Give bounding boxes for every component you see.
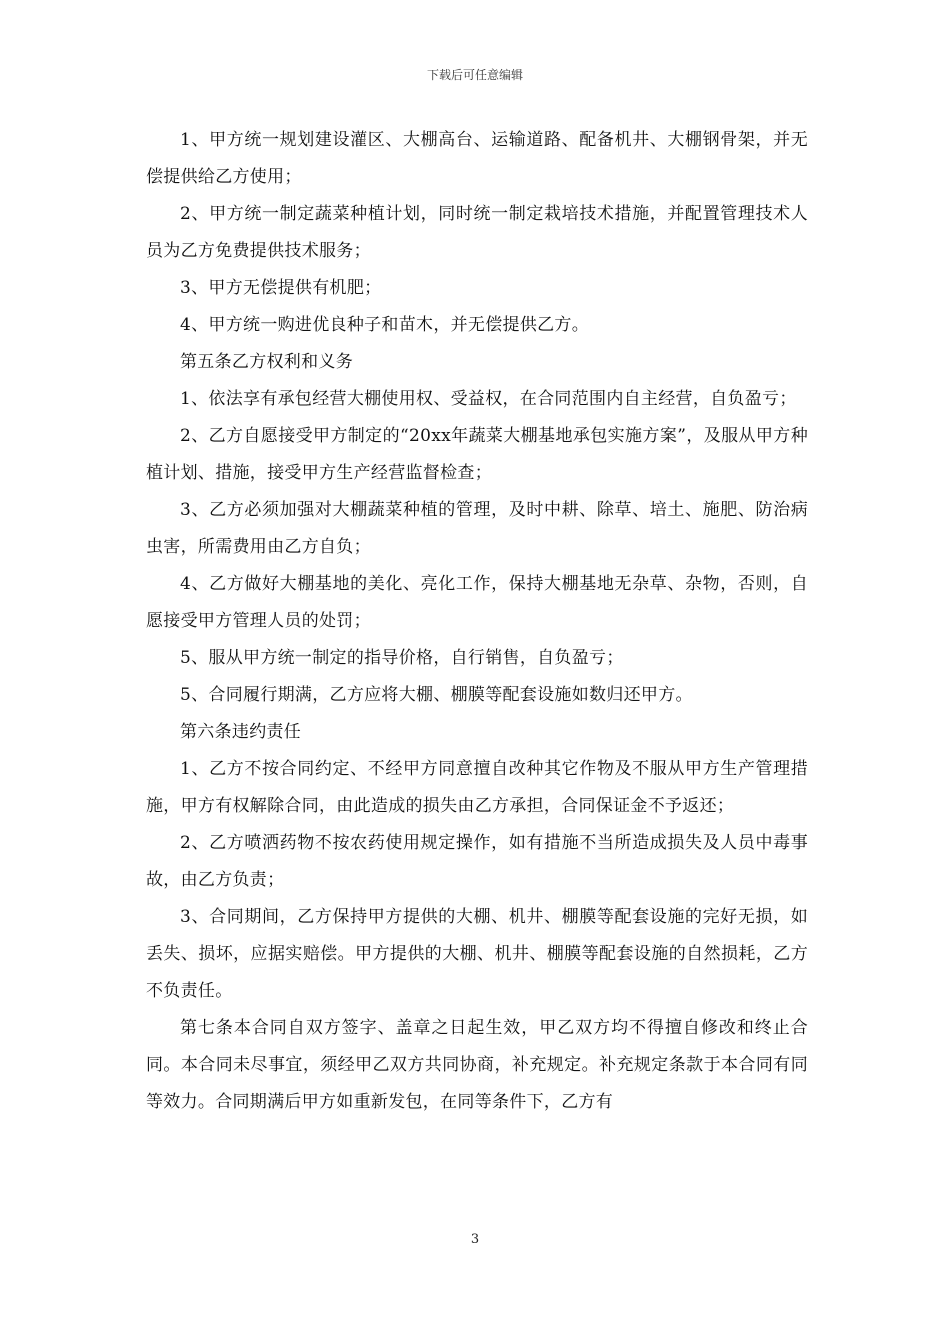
paragraph-10: 5、服从甲方统一制定的指导价格，自行销售，自负盈亏； (180, 648, 624, 668)
paragraph-11: 5、合同履行期满，乙方应将大棚、棚膜等配套设施如数归还甲方。 (180, 685, 693, 705)
paragraph-13: 1、乙方不按合同约定、不经甲方同意擅自改种其它作物及不服从甲方生产管理措施，甲方有权解除合同，由此造成的损失由乙方承担，合同保证金不予返还； (146, 759, 808, 816)
paragraph-4: 4、甲方统一购进优良种子和苗木，并无偿提供乙方。 (180, 315, 590, 335)
page-number: 3 (470, 1232, 480, 1247)
paragraph-6: 1、依法享有承包经营大棚使用权、受益权，在合同范围内自主经营，自负盈亏； (180, 389, 797, 409)
page-header: 下载后可任意编辑 (426, 68, 523, 82)
paragraph-1: 1、甲方统一规划建设灌区、大棚高台、运输道路、配备机井、大棚钢骨架，并无偿提供给乙方使用； (146, 130, 808, 187)
paragraph-9: 4、乙方做好大棚基地的美化、亮化工作，保持大棚基地无杂草、杂物，否则，自愿接受甲方管理人员的处罚； (146, 574, 808, 631)
paragraph-15: 3、合同期间，乙方保持甲方提供的大棚、机井、棚膜等配套设施的完好无损，如丢失、损坏，应据实赔偿。甲方提供的大棚、机井、棚膜等配套设施的自然损耗，乙方不负责任。 (146, 907, 808, 1001)
paragraph-7: 2、乙方自愿接受甲方制定的“20xx年蔬菜大棚基地承包实施方案”，及服从甲方种植计划、措施，接受甲方生产经营监督检查； (146, 426, 808, 483)
section-heading-6: 第六条违约责任 (180, 722, 302, 742)
section-heading-5: 第五条乙方权利和义务 (180, 352, 353, 372)
paragraph-3: 3、甲方无偿提供有机肥； (180, 278, 382, 298)
document-body (146, 122, 808, 1121)
paragraph-16: 第七条本合同自双方签字、盖章之日起生效，甲乙双方均不得擅自修改和终止合同。本合同未尽事宜，须经甲乙双方共同协商，补充规定。补充规定条款于本合同有同等效力。合同期满后甲方如重新发包，在同等条件下，乙方有 (146, 1018, 808, 1112)
paragraph-2: 2、甲方统一制定蔬菜种植计划，同时统一制定栽培技术措施，并配置管理技术人员为乙方免费提供技术服务； (146, 204, 808, 261)
paragraph-8: 3、乙方必须加强对大棚蔬菜种植的管理，及时中耕、除草、培土、施肥、防治病虫害，所需费用由乙方自负； (146, 500, 808, 557)
paragraph-14: 2、乙方喷洒药物不按农药使用规定操作，如有措施不当所造成损失及人员中毒事故，由乙方负责； (146, 833, 808, 890)
